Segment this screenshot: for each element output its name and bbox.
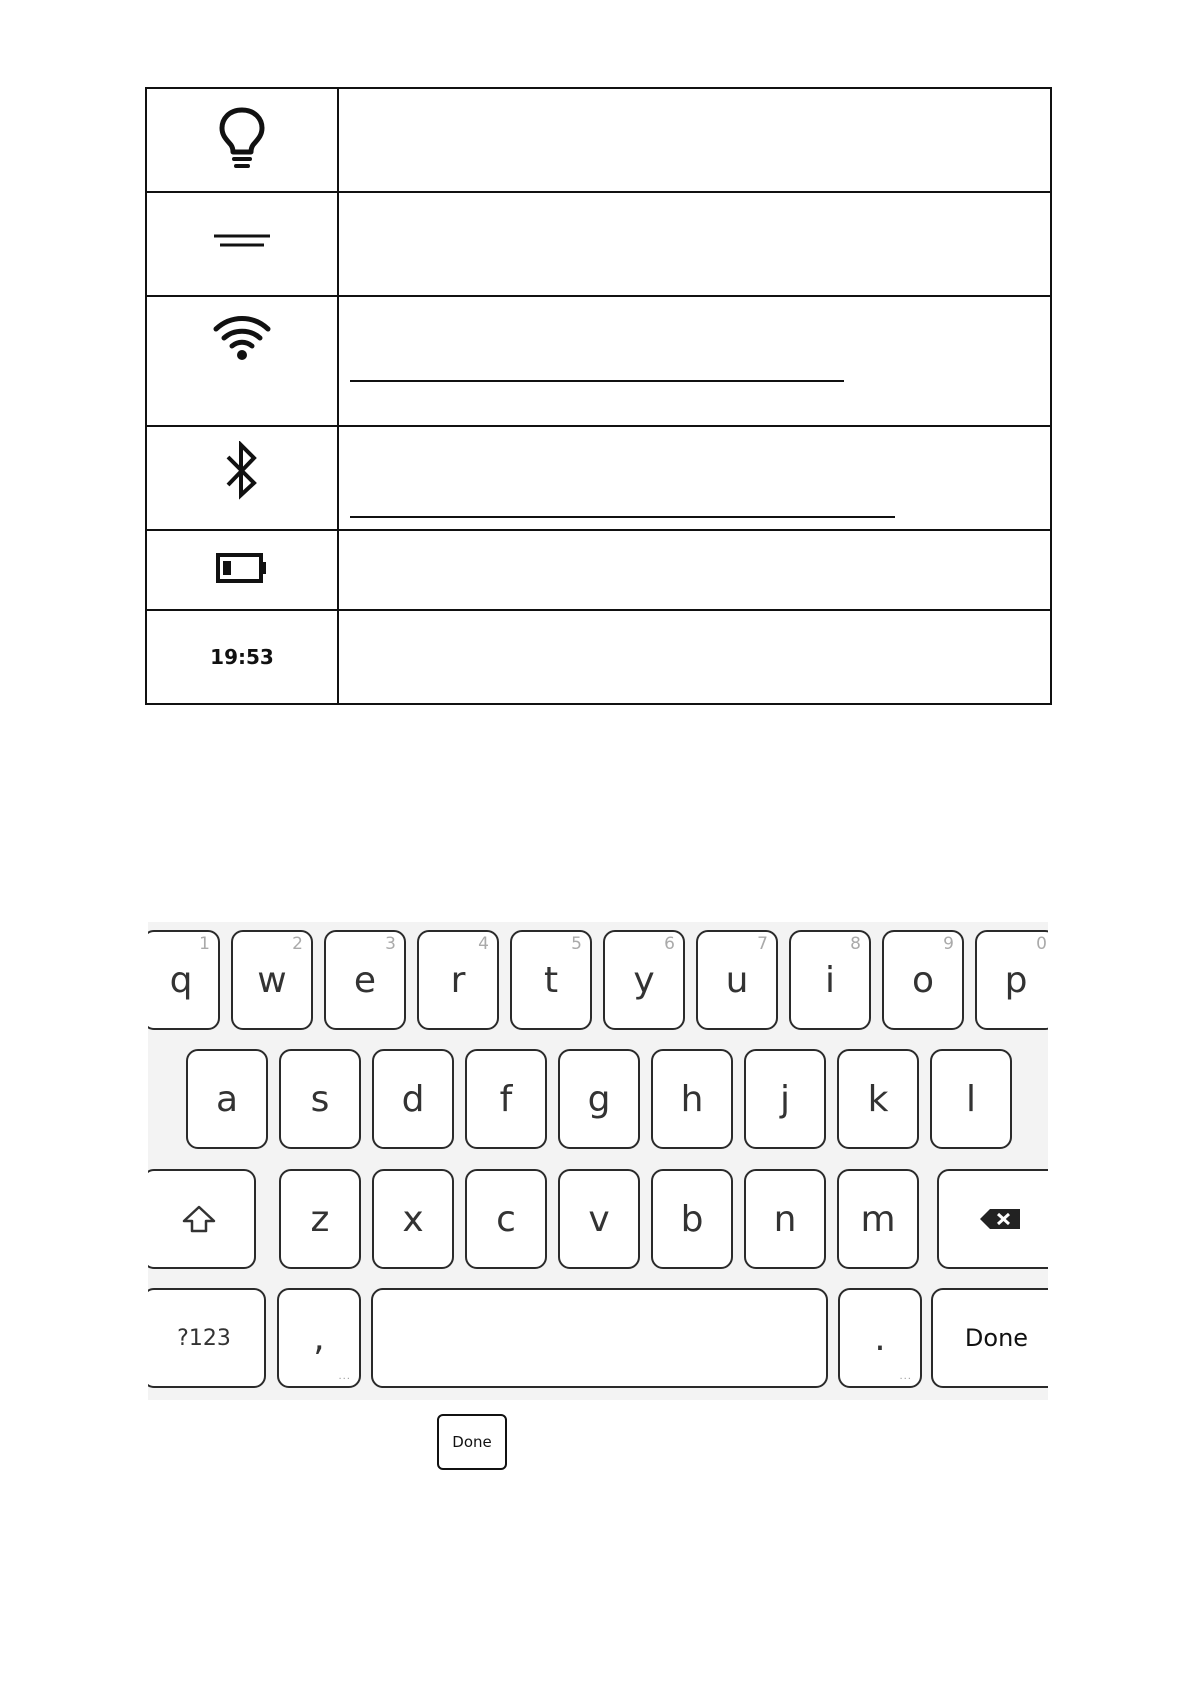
icon-cell — [146, 426, 338, 530]
key-t[interactable] — [510, 930, 592, 1030]
key-number-hint: 0 — [1036, 934, 1047, 954]
key-label: w — [257, 959, 287, 1001]
key-z[interactable]: z — [279, 1169, 361, 1269]
shift-arrow-icon — [181, 1204, 217, 1234]
key-q[interactable] — [148, 930, 220, 1030]
key-r[interactable] — [417, 930, 499, 1030]
key-label: , — [313, 1317, 325, 1359]
key-f[interactable]: f — [465, 1049, 547, 1149]
fill-in-line — [350, 516, 895, 518]
description-cell — [338, 192, 1051, 296]
key-s[interactable]: s — [279, 1049, 361, 1149]
key-label: t — [543, 959, 559, 1001]
bluetooth-icon — [222, 441, 262, 501]
key-o[interactable] — [882, 930, 964, 1030]
key-h[interactable]: h — [651, 1049, 733, 1149]
table-row — [146, 426, 1051, 530]
key-label: q — [169, 959, 193, 1001]
key-number-hint: 5 — [571, 934, 582, 954]
key-w[interactable] — [231, 930, 313, 1030]
description-cell — [338, 530, 1051, 610]
key-label: y — [633, 959, 655, 1001]
key-j[interactable]: j — [744, 1049, 826, 1149]
table-row — [146, 88, 1051, 192]
keyboard-row-1 — [148, 930, 1048, 1034]
key-label: i — [824, 959, 835, 1001]
on-screen-keyboard — [148, 922, 1048, 1400]
table-row — [146, 296, 1051, 426]
comma-key[interactable] — [277, 1288, 361, 1388]
icon-cell — [146, 530, 338, 610]
wifi-icon — [212, 313, 272, 361]
key-g[interactable]: g — [558, 1049, 640, 1149]
key-more-hint: ··· — [338, 1374, 351, 1385]
key-number-hint: 4 — [478, 934, 489, 954]
clock-text: 19:53 — [210, 645, 274, 669]
key-number-hint: 2 — [292, 934, 303, 954]
space-key[interactable] — [371, 1288, 828, 1388]
key-label: e — [353, 959, 377, 1001]
shift-key[interactable] — [148, 1169, 256, 1269]
key-label: . — [874, 1317, 886, 1359]
done-button[interactable]: Done — [437, 1414, 507, 1470]
keyboard-row-3 — [148, 1169, 1048, 1273]
key-b[interactable]: b — [651, 1169, 733, 1269]
key-v[interactable]: v — [558, 1169, 640, 1269]
description-cell — [338, 88, 1051, 192]
key-label: o — [911, 959, 935, 1001]
battery-icon — [215, 552, 269, 584]
key-d[interactable]: d — [372, 1049, 454, 1149]
keyboard-row-2 — [148, 1049, 1048, 1153]
key-number-hint: 6 — [664, 934, 675, 954]
key-e[interactable] — [324, 930, 406, 1030]
key-number-hint: 1 — [199, 934, 210, 954]
description-cell — [338, 426, 1051, 530]
frontlight-bar-icon — [212, 232, 272, 252]
key-l[interactable]: l — [930, 1049, 1012, 1149]
backspace-key[interactable] — [937, 1169, 1048, 1269]
key-number-hint: 3 — [385, 934, 396, 954]
key-label: u — [725, 959, 749, 1001]
key-more-hint: ··· — [899, 1374, 912, 1385]
fill-in-line — [350, 380, 844, 382]
period-key[interactable] — [838, 1288, 922, 1388]
key-number-hint: 7 — [757, 934, 768, 954]
key-p[interactable] — [975, 930, 1048, 1030]
table-row — [146, 610, 1051, 704]
table-row — [146, 530, 1051, 610]
key-label: r — [450, 959, 466, 1001]
key-label: p — [1004, 959, 1028, 1001]
symbols-key[interactable]: ?123 — [148, 1288, 266, 1388]
icon-cell — [146, 192, 338, 296]
icon-cell — [146, 610, 338, 704]
key-a[interactable]: a — [186, 1049, 268, 1149]
lightbulb-icon — [217, 105, 267, 171]
description-cell — [338, 296, 1051, 426]
icon-cell — [146, 88, 338, 192]
description-cell — [338, 610, 1051, 704]
key-m[interactable]: m — [837, 1169, 919, 1269]
key-u[interactable] — [696, 930, 778, 1030]
key-c[interactable]: c — [465, 1169, 547, 1269]
key-number-hint: 8 — [850, 934, 861, 954]
key-x[interactable]: x — [372, 1169, 454, 1269]
key-number-hint: 9 — [943, 934, 954, 954]
status-icon-table — [145, 87, 1052, 705]
table-row — [146, 192, 1051, 296]
keyboard-row-4 — [148, 1288, 1048, 1392]
key-n[interactable]: n — [744, 1169, 826, 1269]
key-k[interactable]: k — [837, 1049, 919, 1149]
key-i[interactable] — [789, 930, 871, 1030]
done-key[interactable]: Done — [931, 1288, 1048, 1388]
icon-cell — [146, 296, 338, 426]
key-y[interactable] — [603, 930, 685, 1030]
backspace-icon — [978, 1207, 1022, 1231]
